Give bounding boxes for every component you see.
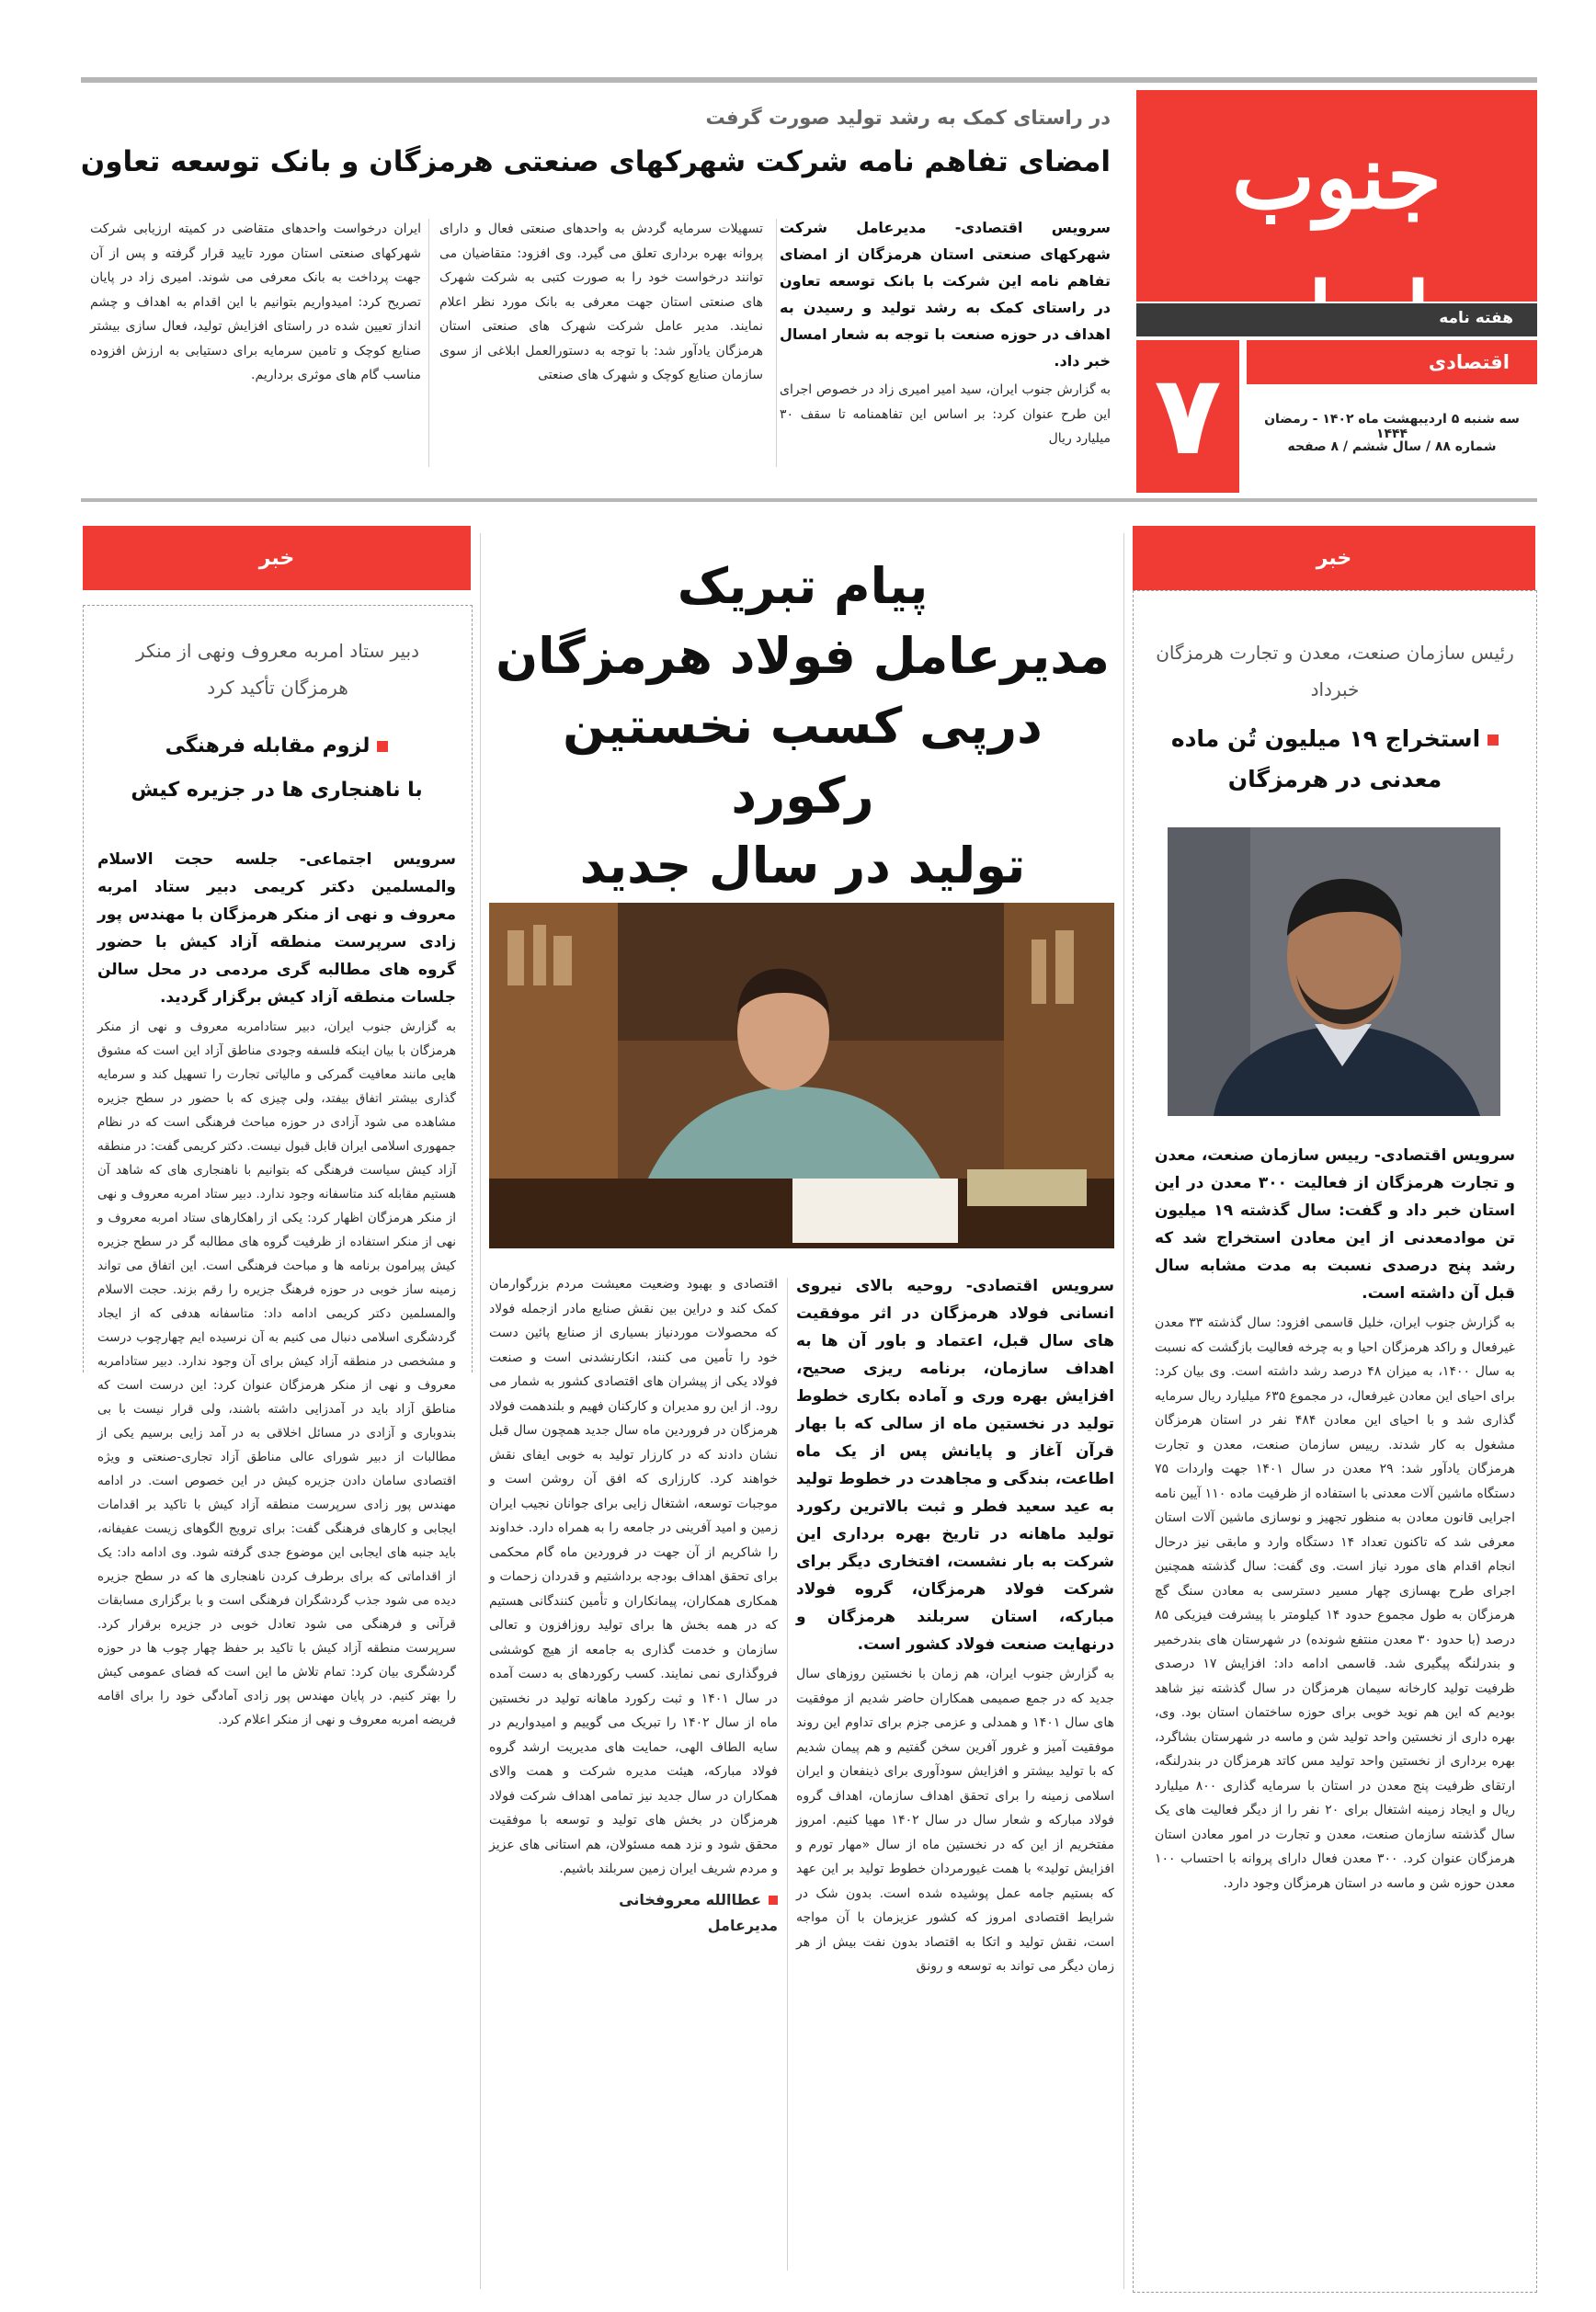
page-number: ۷ xyxy=(1154,352,1222,480)
left-news-band xyxy=(83,526,471,590)
left-article-title xyxy=(97,724,456,813)
page-number-box xyxy=(1136,340,1239,493)
bullet-icon xyxy=(1488,735,1499,746)
left-article xyxy=(83,605,471,2291)
center-article-photo xyxy=(489,903,1114,1248)
signing-photo-icon xyxy=(489,903,1114,1248)
center-col-left xyxy=(489,1272,778,1939)
signature-name: عطاالله معروفخانی xyxy=(619,1890,761,1908)
right-title-line-1: استخراج ۱۹ میلیون تُن ماده xyxy=(1170,725,1481,752)
center-col-right xyxy=(796,1272,1114,1979)
top-article-col-1 xyxy=(780,214,1111,451)
right-article-body: به گزارش جنوب ایران، خلیل قاسمی افزود: سال گذشته ۳۳ معدن غیرفعال و راکد هرمزگان احیا و به چرخه فعالیت بازگشت که نسبت به سال ۱۴۰۰، به میزان ۴۸ درصد رشد داشته است. وی بیان کرد: برای احیای این معادن غیرفعال، در مجموع ۶۳۵ میلیارد ریال سرمایه گذاری شد و با احیای این معادن ۴۸۴ نفر در استان هرمزگان مشغول به کار شدند. رییس سازمان صنعت، معدن و تجارت هرمزگان یادآور شد: ۲۹ معدن در سال ۱۴۰۱ جهت واردات ۷۵ دستگاه ماشین آلات معدنی با استفاده از ظرفیت ماده ۱۱۰ آیین نامه اجرایی قانون معادن به منظور تجهیز و نوسازی ماشین آلات استان معرفی شد که تاکنون تعداد ۱۴ دستگاه وارد و مابقی نیز درحال انجام اقدام های مورد نیاز است. وی گفت: سال گذشته همچنین اجرای طرح بهسازی چهار مسیر دسترسی به معادن سنگ گچ هرمزگان به طول مجموع حدود ۱۴ کیلومتر با پیشرفت فیزیکی ۸۵ درصد (با حدود ۳۰ معدن منتفع شونده) در شهرستان های بندرخمیر و بندرلنگه پیگیری شد. قاسمی ادامه داد: افزایش ۱۷ درصدی ظرفیت تولید کارخانه سیمان هرمزگان در سال گذشته نیز شاهد بودیم که این هم نوید خوبی برای حوزه ساختمان استان بود. وی، بهره داری از نخستین واحد تولید شن و ماسه در شهرستان بشاگرد، بهره برداری از نخستین واحد تولید مس کاتد هرمزگان در بندرلنگه، ارتقای ظرفیت پنج معدن در استان با سرمایه گذاری ۸۰۰ میلیارد ریال و ایجاد زمینه اشتغال برای ۲۰ نفر را از دیگر فعالیت های یک سال گذشته سازمان صنعت، معدن و تجارت در امور معادن استان هرمزگان عنوان کرد. ۳۰۰ معدن فعال دارای پروانه با احتساب ۱۰۰ معدن حوزه شن و ماسه در استان هرمزگان وجود دارد. xyxy=(1155,1315,1516,1891)
masthead xyxy=(1136,90,1537,493)
person-photo-icon xyxy=(1168,827,1500,1116)
center-article-lead: سرویس اقتصادی- روحیه بالای نیروی انسانی فولاد هرمزگان در اثر موفقیت های سال قبل، اعتماد و باور آن ها به اهداف سازمان، برنامه ریزی صحیح، افزایش بهره وری و آماده بکاری خطوط تولید در نخستین ماه از سالی که با بهار قرآن آغاز و پایانش پس از یک ماه اطاعت، بندگی و مجاهدت در خطوط تولید به عید سعید فطر و ثبت بالاترین رکورد تولید ماهانه در تاریخ بهره برداری این شرکت به بار نشست، افتخاری دیگر برای شرکت فولاد هرمزگان، گروه فولاد مبارکه، استان سربلند هرمزگان و درنهایت صنعت فولاد کشور است. xyxy=(796,1277,1114,1654)
bullet-icon xyxy=(769,1896,778,1905)
right-article-photo xyxy=(1168,827,1500,1116)
issue-line: شماره ۸۸ / سال ششم / ۸ صفحه xyxy=(1287,439,1497,454)
signature xyxy=(489,1887,778,1939)
center-title-line-3: درپی کسب نخستین رکورد xyxy=(563,697,1043,825)
center-title-line-1: پیام تبریک xyxy=(677,557,929,615)
section-band xyxy=(1247,340,1537,384)
right-band-label: خبر xyxy=(1316,546,1352,570)
masthead-logo: جنوب xyxy=(1231,125,1442,229)
right-article xyxy=(1133,590,1535,2291)
center-headline xyxy=(485,552,1120,901)
left-article-body: به گزارش جنوب ایران، دبیر ستادامربه معروف و نهی از منکر هرمزگان با بیان اینکه فلسفه وجودی مناطق آزاد این است که مشوق هایی مانند معافیت گمرکی و مالیاتی تجارت را تسهیل کند و سرمایه گذاری بیشتر اتفاق بیفتد، ولی چیزی که با حضور در سطح جزیره مشاهده می شود آزادی در حوزه مباحث فرهنگی است که در نظام جمهوری اسلامی ایران قابل قبول نیست. دکتر کریمی گفت: در منطقه آزاد کیش سیاست فرهنگی که بتوانیم با ناهنجاری های که شاهد آن هستیم مقابله کند متاسفانه وجود ندارد. دبیر ستاد امربه معروف و نهی از منکر هرمزگان اظهار کرد: یکی از راهکارهای ستاد امربه معروف و نهی از منکر استفاده از ظرفیت گروه های مطالبه گر در سطح جزیره کیش پیرامون برنامه ها و مباحث فرهنگی است. این اتفاق می تواند زمینه ساز خوبی در حوزه فرهنگ جزیره را رقم بزند. حجت الاسلام والمسلمین دکتر کریمی ادامه داد: متاسفانه هدفی که از ایجاد گردشگری اسلامی دنبال می کنیم به آن نرسیده ایم چهارچوب درست و مشخصی در منطقه آزاد کیش برای آن وجود ندارد. دبیر ستادامربه معروف و نهی از منکر هرمزگان عنوان کرد: این درست است که مناطق آزاد باید در آمدزایی داشته باشند، ولی قرار نیست با بی بندوباری و آزادی در مسائل اخلاقی به در آمد زایی برسیم یکی از مطالبات از دبیر شورای عالی مناطق آزاد تجاری-صنعتی و ویژه اقتصادی سامان دادن جزیره کیش در این خصوص است. در ادامه مهندس پور زادی سرپرست منطقه آزاد کیش با تاکید بر اقدامات ایجابی و کارهای فرهنگی گفت: برای ترویج الگوهای زیست عفیفانه، باید جنبه های ایجابی این موضوع جدی گرفته شود. وی ادامه داد: یک از اقداماتی که برای برطرف کردن ناهنجاری ها که در سطح جزیره دیده می شود جذب گردشگران فرهنگی است و با برگزاری مسابقات قرآنی و فرهنگی می شود تعادل خوبی در جزیره برقرار کرد. سرپرست منطقه آزاد کیش با تاکید بر حفظ چهار چوب ها در حوزه گردشگری بیان کرد: تمام تلاش ما این است که فضای عمومی کیش را بهتر کنیم. در پایان مهندس پور زادی آمادگی خود را برای اقامه فریضه امربه معروف و نهی از منکر اعلام کرد. xyxy=(97,1019,456,1727)
left-article-kicker: دبیر ستاد امربه معروف ونهی از منکر هرمزگان تأکید کرد xyxy=(135,640,420,699)
masthead-tagline: هفته نامه xyxy=(1439,309,1513,327)
right-article-kicker: رئیس سازمان صنعت، معدن و تجارت هرمزگان خبرداد xyxy=(1156,642,1514,700)
column-divider xyxy=(428,219,429,467)
column-divider xyxy=(1123,533,1124,2289)
mid-rule xyxy=(81,498,1537,502)
section-label: اقتصادی xyxy=(1428,351,1510,373)
top-article xyxy=(81,90,1120,495)
left-article-text xyxy=(97,846,456,1732)
right-article-title xyxy=(1155,719,1515,800)
left-article-lead: سرویس اجتماعی- جلسه حجت الاسلام والمسلمین دکتر کریمی دبیر ستاد امربه معروف و نهی از منکر هرمزگان با مهندس پور زادی سرپرست منطقه آزاد کیش با حضور گروه های مطالبه گری مردمی در محل سالن جلسات منطقه آزاد کیش برگزار گردید. xyxy=(97,850,456,1007)
right-news-band xyxy=(1133,526,1535,590)
right-article-lead: سرویس اقتصادی- رییس سازمان صنعت، معدن و تجارت هرمزگان از فعالیت ۳۰۰ معدن در این استان خبر داد و گفت: سال گذشته ۱۹ میلیون تن موادمعدنی از این معادن استخراج شد که رشد پنج درصدی نسبت به مدت مشابه سال قبل آن داشته است. xyxy=(1155,1146,1516,1303)
column-divider xyxy=(480,533,481,2289)
top-article-title: امضای تفاهم نامه شرکت شهرکهای صنعتی هرمزگان و بانک توسعه تعاون xyxy=(80,145,1111,178)
top-article-kicker: در راستای کمک به رشد تولید صورت گرفت xyxy=(705,107,1111,129)
center-title-line-4: تولید در سال جدید xyxy=(579,837,1026,894)
signature-title: مدیرعامل xyxy=(707,1916,778,1934)
top-article-col1-text: به گزارش جنوب ایران، سید امیر امیری زاد در خصوص اجرای این طرح عنوان کرد: بر اساس این تفاهمنامه تا سقف ۳۰ میلیارد ریال xyxy=(780,382,1111,446)
left-title-line-1: لزوم مقابله فرهنگی xyxy=(165,735,370,757)
left-title-line-2: با ناهنجاری ها در جزیره کیش xyxy=(131,779,423,802)
top-article-lead: سرویس اقتصادی- مدیرعامل شرکت شهرکهای صنعتی استان هرمزگان از امضای تفاهم نامه این شرکت با بانک توسعه تعاون در راستای کمک به رشد تولید و رسیدن به اهداف در حوزه صنعت با توجه به شعار امسال خبر داد. xyxy=(780,219,1111,370)
top-article-col-3: ایران درخواست واحدهای متقاضی در کمیته ارزیابی شرکت شهرکهای صنعتی استان مورد تایید قرار گرفته و پس از آن جهت پرداخت به بانک معرفی می شوند. امیری زاد در پایان تصریح کرد: امیدواریم بتوانیم با این اقدام به اهداف و چشم انداز تعیین شده در راستای افزایش تولید، فعال سازی بیشتر صنایع کوچک و تامین سرمایه برای دستیابی به ارزش افزوده مناسب گام های موثری برداریم. xyxy=(90,222,421,382)
top-rule xyxy=(81,77,1537,83)
column-divider xyxy=(787,1278,788,2271)
center-col-right-text: به گزارش جنوب ایران، هم زمان با نخستین روزهای سال جدید که در جمع صمیمی همکاران حاضر شدیم از موفقیت های سال ۱۴۰۱ و همدلی و عزمی جزم برای تداوم این روند موفقیت آمیز و غرور آفرین سخن گفتیم و هم پیمان شدیم که با تولید بیشتر و افزایش سودآوری برای ذینفعان و ایران اسلامی زمینه را برای تحقق اهداف سازمان، اهداف گروه فولاد مبارکه و شعار سال در سال ۱۴۰۲ مهیا کنیم. امروز مفتخریم از این که در نخستین ماه از سال «مهار تورم و افزایش تولید» با همت غیورمردان خطوط تولید بر این عهد که بستیم جامه عمل پوشیده شده است. بدون شک در شرایط اقتصادی امروز که کشور عزیزمان با آن مواجه است، نقش تولید و اتکا به اقتصاد بدون نفت بیش از هر زمان دیگر می تواند به توسعه و رونق xyxy=(796,1667,1114,1974)
column-divider xyxy=(776,219,777,467)
date-line: سه شنبه ۵ اردیبهشت ماه ۱۴۰۲ - رمضان ۱۴۴۴ xyxy=(1264,412,1520,441)
center-title-line-2: مدیرعامل فولاد هرمزگان xyxy=(496,627,1110,685)
logo-box xyxy=(1136,90,1537,302)
tagline-band xyxy=(1136,303,1537,336)
bullet-icon xyxy=(377,741,388,752)
left-band-label: خبر xyxy=(258,546,295,570)
right-title-line-2: معدنی در هرمزگان xyxy=(1227,766,1442,792)
right-article-text xyxy=(1155,1142,1515,1896)
top-article-col-2: تسهیلات سرمایه گردش به واحدهای صنعتی فعال و دارای پروانه بهره برداری تعلق می گیرد. وی افزود: متقاضیان می توانند درخواست خود را به صورت کتبی به شرکت شهرک های صنعتی استان جهت معرفی به بانک مورد نظر اعلام نمایند. مدیر عامل شرکت شهرک های صنعتی استان هرمزگان یادآور شد: با توجه به دستورالعمل ابلاغی از سوی سازمان صنایع کوچک و شهرک های صنعتی xyxy=(439,222,763,382)
center-col-left-text: اقتصادی و بهبود وضعیت معیشت مردم بزرگوارمان کمک کند و دراین بین نقش صنایع مادر ازجمله فولاد که محصولات موردنیاز بسیاری از صنایع پائین دست خود را تأمین می کنند، انکارنشدنی است و صنعت فولاد یکی از پیشران های اقتصادی کشور به شمار می رود. از این رو مدیران و کارکنان فهیم و بلندهمت فولاد هرمزگان در فروردین ماه سال جدید همچون سال قبل نشان دادند که در کارزار تولید به خوبی ایفای نقش خواهند کرد. کارزاری که افق آن روشن است و موجبات توسعه، اشتغال زایی برای جوانان نجیب ایران زمین و امید آفرینی در جامعه را به همراه دارد. خداوند را شاکریم از آن جهت در فروردین ماه گام محکمی برای تحقق اهداف بودجه برداشتیم و قدردان زحمات و همکاری همکاران، پیمانکاران و تأمین کنندگانی هستیم که در همه بخش ها برای تولید روزافزون و تعالی سازمان و خدمت گذاری به جامعه از هیچ کوششی فروگذاری نمی نمایند. کسب رکوردهای به دست آمده در سال ۱۴۰۱ و ثبت رکورد ماهانه تولید در نخستین ماه از سال ۱۴۰۲ را تبریک می گوییم و امیدواریم در سایه الطاف الهی، حمایت های مدیریت ارشد گروه فولاد مبارکه، هیئت مدیره شرکت و همت والای همکاران در سال جدید نیز تمامی اهداف شرکت فولاد هرمزگان در بخش های تولید و توسعه با موفقیت محقق شود و نزد همه مسئولان، هم استانی های عزیز و مردم شریف ایران زمین سربلند باشیم. xyxy=(489,1277,778,1876)
